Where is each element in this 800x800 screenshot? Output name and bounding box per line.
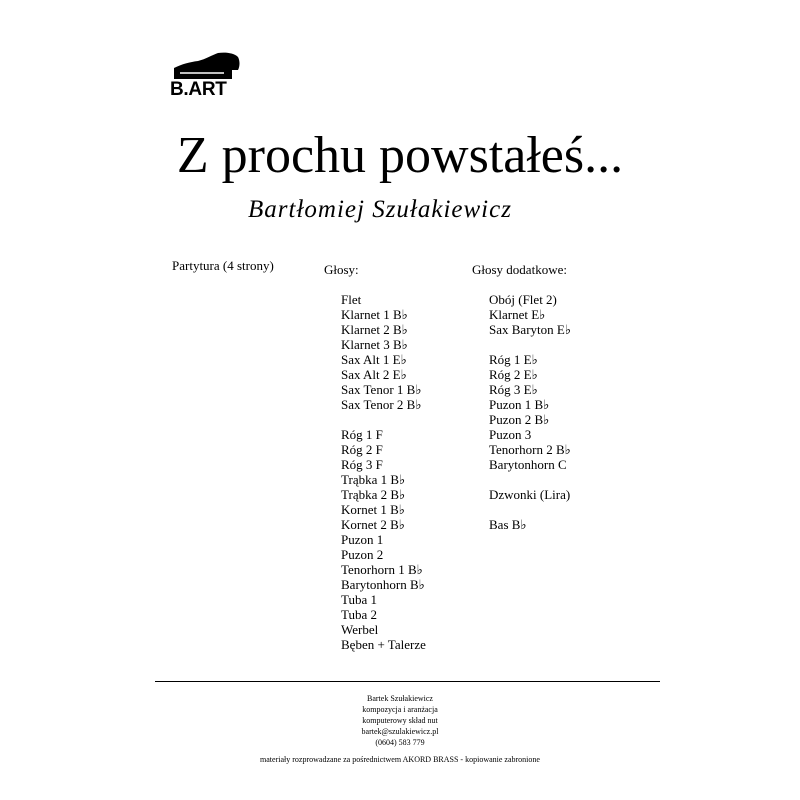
footer-line: Bartek Szułakiewicz <box>367 694 433 703</box>
voices-heading: Głosy: <box>324 262 359 277</box>
list-item: Bas B♭ <box>489 517 527 532</box>
list-item: Barytonhorn B♭ <box>341 577 425 592</box>
score-note: Partytura (4 strony) <box>172 258 274 273</box>
footer-line: (0604) 583 779 <box>375 738 425 747</box>
list-item: Róg 2 F <box>341 442 383 457</box>
list-item: Flet <box>341 292 362 307</box>
list-item: Sax Baryton E♭ <box>489 322 571 337</box>
list-item: Puzon 2 B♭ <box>489 412 550 427</box>
list-item: Sax Alt 1 E♭ <box>341 352 407 367</box>
footer-line: bartek@szulakiewicz.pl <box>361 727 439 736</box>
list-spacer <box>341 412 426 427</box>
list-item: Dzwonki (Lira) <box>489 487 571 502</box>
list-item: Puzon 3 <box>489 427 532 442</box>
list-item: Klarnet E♭ <box>489 307 546 322</box>
list-item: Trąbka 1 B♭ <box>341 472 406 487</box>
list-item: Trąbka 2 B♭ <box>341 487 406 502</box>
footer-contact <box>0 693 800 748</box>
list-item: Klarnet 1 B♭ <box>341 307 408 322</box>
list-item: Róg 3 E♭ <box>489 382 538 397</box>
footer-line: kompozycja i aranżacja <box>362 705 438 714</box>
page-title: Z prochu powstałeś... <box>176 127 624 184</box>
list-item: Puzon 1 <box>341 532 384 547</box>
distribution-note: materiały rozprowadzane za pośrednictwem AKORD BRASS - kopiowanie zabronione <box>260 755 540 764</box>
list-item: Tuba 2 <box>341 607 378 622</box>
list-item: Barytonhorn C <box>489 457 567 472</box>
extra-voices-heading: Głosy dodatkowe: <box>472 262 567 277</box>
footer-line: komputerowy skład nut <box>362 716 438 725</box>
logo-text: B.ART <box>170 79 227 100</box>
list-item: Kornet 2 B♭ <box>341 517 405 532</box>
list-item: Klarnet 2 B♭ <box>341 322 408 337</box>
list-item: Róg 1 E♭ <box>489 352 538 367</box>
footer-divider <box>155 681 660 682</box>
list-item: Sax Tenor 1 B♭ <box>341 382 422 397</box>
grand-piano-icon <box>172 52 242 80</box>
list-item: Werbel <box>341 622 379 637</box>
list-item: Róg 2 E♭ <box>489 367 538 382</box>
list-item: Sax Alt 2 E♭ <box>341 367 407 382</box>
extra-voices-list <box>489 292 571 532</box>
list-item: Puzon 2 <box>341 547 384 562</box>
list-item: Róg 3 F <box>341 457 383 472</box>
list-item: Tenorhorn 2 B♭ <box>489 442 571 457</box>
list-item: Puzon 1 B♭ <box>489 397 550 412</box>
list-item: Obój (Flet 2) <box>489 292 557 307</box>
list-item: Róg 1 F <box>341 427 383 442</box>
list-spacer <box>489 502 571 517</box>
list-item: Tenorhorn 1 B♭ <box>341 562 423 577</box>
list-spacer <box>489 337 571 352</box>
composer-name: Bartłomiej Szułakiewicz <box>248 196 512 223</box>
list-spacer <box>489 472 571 487</box>
list-item: Sax Tenor 2 B♭ <box>341 397 422 412</box>
list-item: Klarnet 3 B♭ <box>341 337 408 352</box>
list-item: Kornet 1 B♭ <box>341 502 405 517</box>
list-item: Bęben + Talerze <box>341 637 426 652</box>
publisher-logo <box>170 52 244 100</box>
voices-list <box>341 292 426 652</box>
list-item: Tuba 1 <box>341 592 378 607</box>
